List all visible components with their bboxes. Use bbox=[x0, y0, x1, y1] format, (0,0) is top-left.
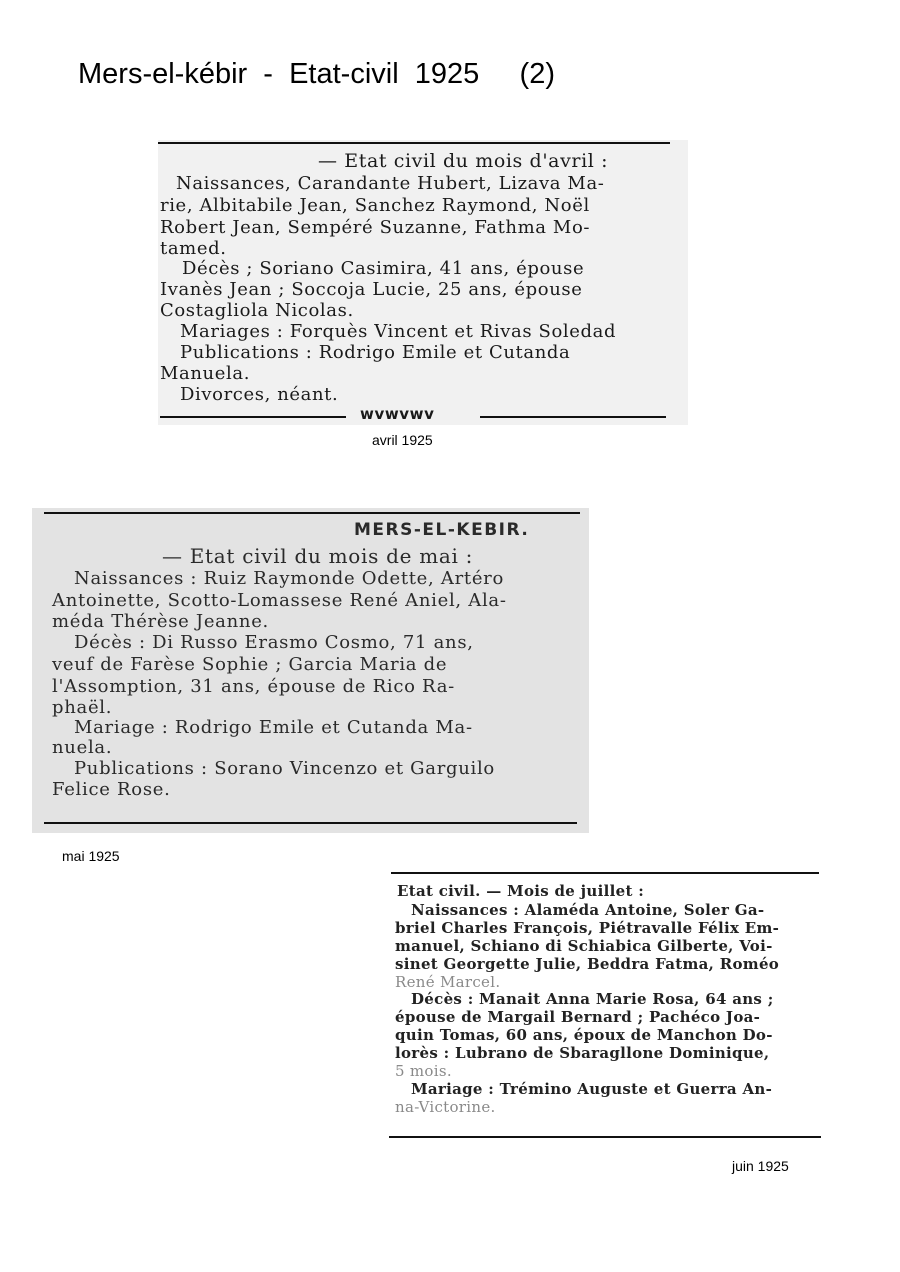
caption-avril: avril 1925 bbox=[372, 432, 433, 448]
bottom-rule bbox=[389, 1136, 821, 1138]
text-line: Manuela. bbox=[160, 363, 251, 384]
clipping-juillet bbox=[385, 868, 825, 1143]
text-line: rie, Albitabile Jean, Sanchez Raymond, Noël bbox=[160, 195, 590, 216]
text-line: Costagliola Nicolas. bbox=[160, 300, 354, 321]
text-line: Felice Rose. bbox=[52, 779, 171, 800]
bottom-rule-left bbox=[160, 416, 346, 418]
text-line: Naissances : Ruiz Raymonde Odette, Artéro bbox=[74, 568, 505, 589]
text-line: Décès : Di Russo Erasmo Cosmo, 71 ans, bbox=[74, 632, 474, 653]
text-line: Décès : Manait Anna Marie Rosa, 64 ans ; bbox=[411, 990, 774, 1008]
top-rule bbox=[158, 142, 670, 144]
page-title: Mers-el-kébir - Etat-civil 1925 (2) bbox=[78, 58, 555, 90]
text-line: lorès : Lubrano de Sbaragllone Dominique, bbox=[395, 1044, 770, 1062]
text-line: briel Charles François, Piétravalle Félix Em- bbox=[395, 919, 780, 937]
text-line: Décès ; Soriano Casimira, 41 ans, épouse bbox=[182, 258, 585, 279]
caption-juin: juin 1925 bbox=[732, 1158, 789, 1174]
text-line: phaël. bbox=[52, 697, 113, 718]
clipping-heading: — Etat civil du mois de mai : bbox=[162, 544, 474, 568]
text-line: Naissances : Alaméda Antoine, Soler Ga- bbox=[411, 901, 765, 919]
text-line: Publications : Rodrigo Emile et Cutanda bbox=[180, 342, 571, 363]
text-line: épouse de Margail Bernard ; Pachéco Joa- bbox=[395, 1008, 761, 1026]
text-line: Divorces, néant. bbox=[180, 384, 339, 405]
bottom-rule bbox=[44, 822, 577, 824]
text-line: sinet Georgette Julie, Beddra Fatma, Roméo bbox=[395, 955, 780, 973]
text-line: nuela. bbox=[52, 737, 113, 758]
text-line: Mariage : Rodrigo Emile et Cutanda Ma- bbox=[74, 717, 473, 738]
text-line: quin Tomas, 60 ans, époux de Manchon Do- bbox=[395, 1026, 773, 1044]
top-rule bbox=[44, 512, 580, 514]
ornament: wvwvwv bbox=[360, 405, 435, 423]
text-line: Naissances, Carandante Hubert, Lizava Ma- bbox=[176, 173, 605, 194]
clipping-avril bbox=[158, 140, 688, 425]
caption-mai: mai 1925 bbox=[62, 848, 120, 864]
text-line: méda Thérèse Jeanne. bbox=[52, 611, 269, 632]
text-line: 5 mois. bbox=[395, 1062, 452, 1080]
masthead: MERS-EL-KEBIR. bbox=[354, 520, 530, 540]
text-line: veuf de Farèse Sophie ; Garcia Maria de bbox=[52, 654, 448, 675]
text-line: Ivanès Jean ; Soccoja Lucie, 25 ans, épouse bbox=[160, 279, 583, 300]
text-line: Publications : Sorano Vincenzo et Garguilo bbox=[74, 758, 495, 779]
text-line: na-Victorine. bbox=[395, 1098, 496, 1116]
clipping-heading: — Etat civil du mois d'avril : bbox=[318, 150, 609, 172]
text-line: Antoinette, Scotto-Lomassese René Aniel, Ala- bbox=[52, 590, 507, 611]
text-line: manuel, Schiano di Schiabica Gilberte, Voi- bbox=[395, 937, 773, 955]
text-line: l'Assomption, 31 ans, épouse de Rico Ra- bbox=[52, 676, 455, 697]
text-line: Mariages : Forquès Vincent et Rivas Soledad bbox=[180, 321, 617, 342]
clipping-heading: Etat civil. — Mois de juillet : bbox=[397, 882, 645, 900]
text-line: René Marcel. bbox=[395, 973, 501, 991]
text-line: tamed. bbox=[160, 238, 227, 259]
top-rule bbox=[391, 872, 819, 874]
text-line: Mariage : Trémino Auguste et Guerra An- bbox=[411, 1080, 773, 1098]
clipping-mai bbox=[32, 508, 589, 833]
text-line: Robert Jean, Sempéré Suzanne, Fathma Mo- bbox=[160, 217, 591, 238]
bottom-rule-right bbox=[480, 416, 666, 418]
